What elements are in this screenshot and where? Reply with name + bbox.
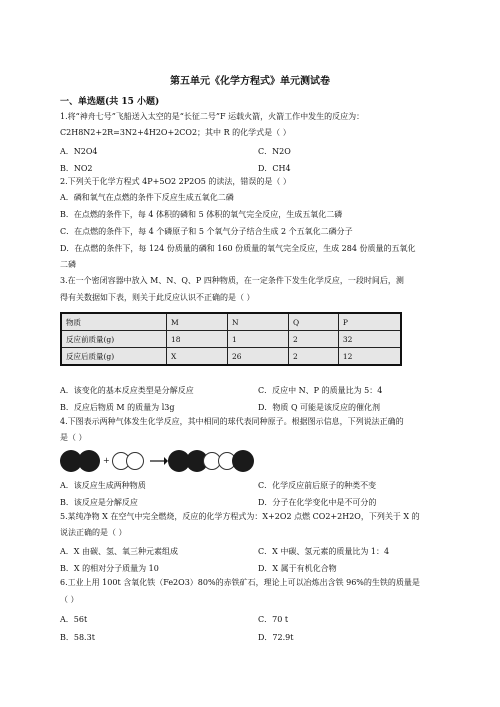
section-heading: 一、单选题(共 15 小题) — [60, 97, 160, 107]
table-cell: 1 — [228, 331, 289, 348]
q3-data-table — [60, 312, 402, 366]
table-cell: 2 — [289, 331, 339, 348]
dark-atom — [78, 450, 100, 472]
q5-stem-line2: 说法正确的是（ ） — [60, 528, 127, 537]
table-cell: 2 — [289, 348, 339, 366]
q4-stem-line2: 是（ ） — [60, 433, 87, 442]
reaction-arrow-icon — [150, 456, 168, 466]
q5-option-a: A．X 由碳、氢、氧三种元素组成 — [60, 547, 179, 556]
q4-option-c: C．化学反应前后原子的种类不变 — [258, 481, 377, 490]
table-row — [61, 313, 401, 331]
q2-option-c: C．在点燃的条件下，每 4 个磷原子和 5 个氧气分子结合生成 2 个五氧化二磷分子 — [60, 227, 353, 236]
table-row — [61, 331, 401, 348]
q5-option-c: C．X 中碳、氢元素的质量比为 1：4 — [258, 547, 390, 556]
table-cell: Q — [289, 313, 339, 331]
q6-option-a: A．56t — [60, 615, 88, 624]
q1-option-a: A．N2O4 — [60, 147, 98, 156]
table-cell: 18 — [167, 331, 228, 348]
q1-option-d: D．CH4 — [258, 164, 291, 173]
q3-stem-line2: 得有关数据如下表，则关于此反应认识不正确的是（ ） — [60, 293, 255, 302]
table-cell: 反应后质量(g) — [61, 348, 167, 366]
q3-option-d: D．物质 Q 可能是该反应的催化剂 — [258, 403, 381, 412]
page-title: 第五单元《化学方程式》单元测试卷 — [170, 76, 330, 87]
q6-option-b: B．58.3t — [60, 633, 95, 642]
white-atom — [126, 452, 144, 470]
q2-option-b: B．在点燃的条件下，每 4 体积的磷和 5 体积的氧气完全反应，生成五氧化二磷 — [60, 210, 343, 219]
q1-stem-line1: 1.将“神舟七号”飞船送入太空的是“长征二号”F 运载火箭，火箭工作中发生的反应为： — [60, 112, 365, 121]
table-row — [61, 348, 401, 366]
q6-stem-line1: 6.工业上用 100t 含氧化铁（Fe2O3）80%的赤铁矿石，理论上可以冶炼出含铁 96%的生铁的质量是 — [60, 578, 420, 587]
q3-option-a: A．该变化的基本反应类型是分解反应 — [60, 386, 194, 395]
table-cell: X — [167, 348, 228, 366]
q6-option-d: D．72.9t — [258, 633, 294, 642]
plus-sign: + — [103, 456, 110, 465]
q4-stem-line1: 4.下图表示两种气体发生化学反应，其中相同的球代表同种原子。根据图示信息，下列说法正确的 — [60, 417, 404, 426]
q4-option-b: B．该反应是分解反应 — [60, 498, 138, 507]
q5-option-d: D．X 属于有机化合物 — [258, 564, 337, 573]
table-cell: 物质 — [61, 313, 167, 331]
table-cell: N — [228, 313, 289, 331]
table-cell: 反应前质量(g) — [61, 331, 167, 348]
table-cell: 26 — [228, 348, 289, 366]
q5-option-b: B．X 的相对分子质量为 10 — [60, 564, 159, 573]
q2-stem: 2.下列关于化学方程式 4P+5O2 2P2O5 的读法，错误的是（ ） — [60, 177, 291, 186]
q3-stem-line1: 3.在一个密闭容器中放入 M、N、Q、P 四种物质，在一定条件下发生化学反应，一段时间后，测 — [60, 276, 404, 285]
dark-atom — [232, 450, 254, 472]
q4-option-a: A．该反应生成两种物质 — [60, 481, 146, 490]
q3-option-c: C．反应中 N、P 的质量比为 5：4 — [258, 386, 383, 395]
table-cell: 12 — [338, 348, 401, 366]
q1-stem-line2: C2H8N2+2R=3N2+4H2O+2CO2；其中 R 的化学式是（ ） — [60, 128, 291, 137]
q2-option-d: D．在点燃的条件下，每 124 份质量的磷和 160 份质量的氧气完全反应，生成 284 份质量的五氧化 — [60, 244, 416, 253]
q6-option-c: C．70 t — [258, 615, 289, 624]
q3-option-b: B．反应后物质 M 的质量为 l3g — [60, 403, 175, 412]
q2-option-a: A．磷和氧气在点燃的条件下反应生成五氧化二磷 — [60, 193, 234, 202]
q6-stem-line2: （ ） — [60, 595, 79, 604]
q2-option-d-cont: 二磷 — [60, 260, 76, 269]
q4-option-d: D．分子在化学变化中是不可分的 — [258, 498, 377, 507]
table-cell: M — [167, 313, 228, 331]
q1-option-b: B．NO2 — [60, 164, 93, 173]
q1-option-c: C．N2O — [258, 147, 291, 156]
q5-stem-line1: 5.某纯净物 X 在空气中完全燃烧，反应的化学方程式为：X+2O2 点燃 CO2+2H2O，下列关于 X 的 — [60, 512, 420, 521]
table-cell: P — [338, 313, 401, 331]
table-cell: 32 — [338, 331, 401, 348]
